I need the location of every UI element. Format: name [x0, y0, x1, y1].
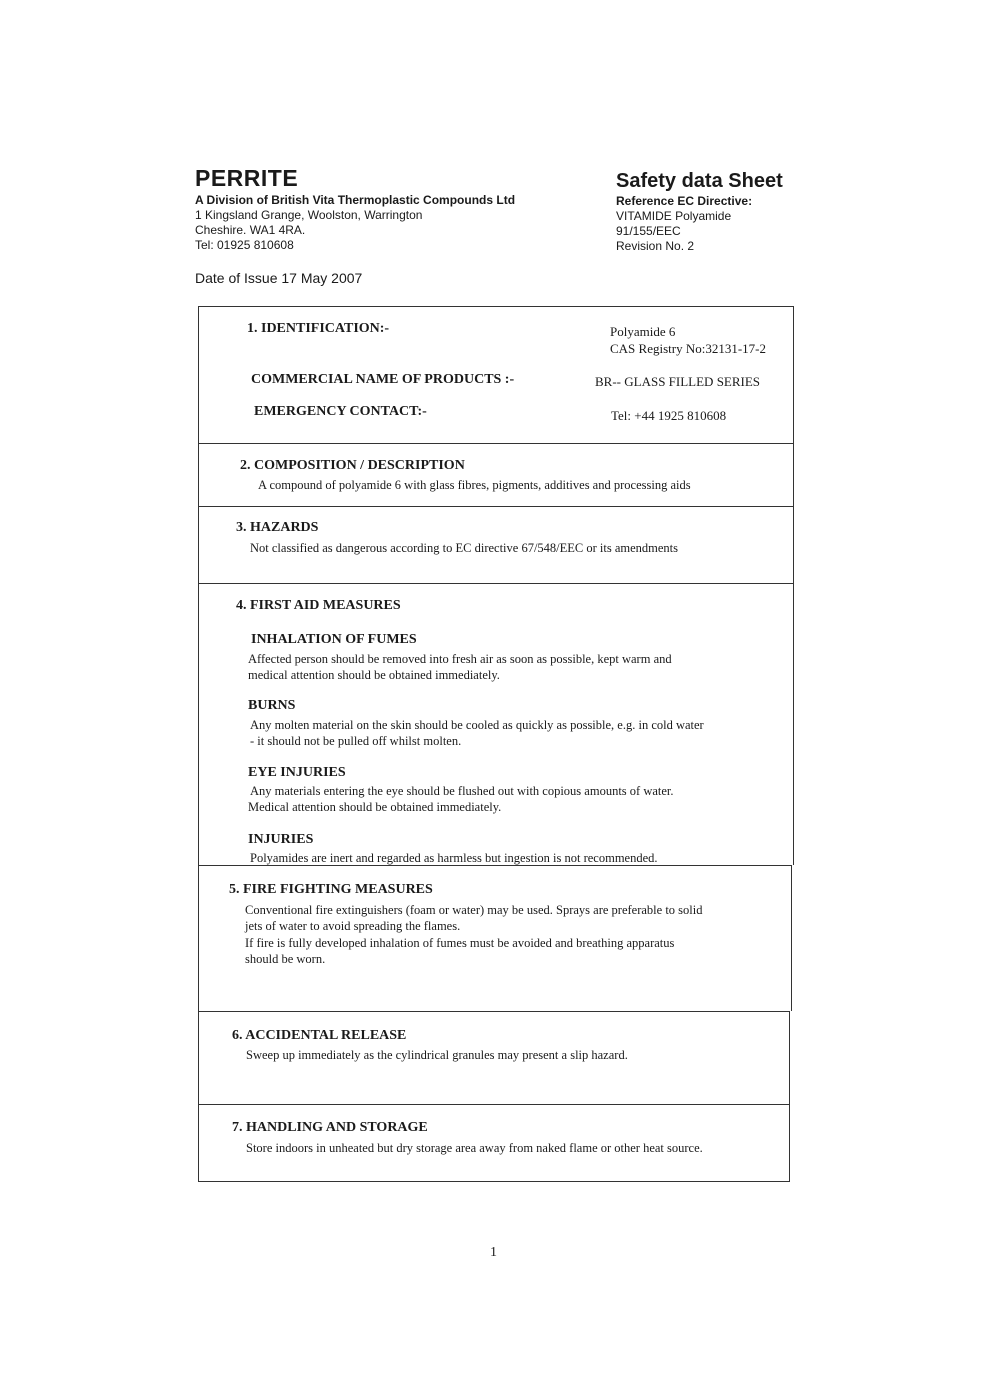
- subsection-text: Any molten material on the skin should be cooled as quickly as possible, e.g. in cold water: [250, 718, 704, 732]
- section-text: jets of water to avoid spreading the flames.: [245, 919, 461, 933]
- section-accidental-release: [198, 1011, 790, 1104]
- section-identification: [198, 306, 794, 443]
- section-text: A compound of polyamide 6 with glass fibres, pigments, additives and processing aids: [258, 478, 691, 492]
- polyamide-type: Polyamide 6: [610, 324, 676, 339]
- section-text: Not classified as dangerous according to EC directive 67/548/EEC or its amendments: [250, 541, 679, 555]
- subsection-text: medical attention should be obtained immediately.: [248, 668, 500, 682]
- subsection-title: INJURIES: [248, 832, 314, 847]
- section-title: 6. ACCIDENTAL RELEASE: [232, 1028, 407, 1043]
- company-tel: Tel: 01925 810608: [195, 238, 294, 252]
- section-title: 4. FIRST AID MEASURES: [236, 598, 401, 613]
- company-name: PERRITE: [195, 165, 299, 191]
- sheet-title: Safety data Sheet: [616, 170, 783, 192]
- reference-block: [616, 194, 752, 254]
- address-line-1: 1 Kingsland Grange, Woolston, Warrington: [195, 208, 423, 222]
- company-division: A Division of British Vita Thermoplastic Compounds Ltd: [195, 193, 516, 207]
- subsection-text: Polyamides are inert and regarded as harmless but ingestion is not recommended.: [250, 851, 658, 865]
- address-line-2: Cheshire. WA1 4RA.: [195, 223, 306, 237]
- section-text: should be worn.: [245, 952, 326, 966]
- section-text: Sweep up immediately as the cylindrical granules may present a slip hazard.: [246, 1048, 628, 1062]
- subsection-text: Affected person should be removed into fresh air as soon as possible, kept warm and: [248, 652, 672, 666]
- section-title: 1. IDENTIFICATION:-: [247, 321, 390, 336]
- subsection-text: Any materials entering the eye should be flushed out with copious amounts of water.: [250, 784, 674, 798]
- company-address-block: [195, 193, 515, 253]
- section-text: If fire is fully developed inhalation of fumes must be avoided and breathing apparatus: [245, 936, 675, 950]
- section-text: Store indoors in unheated but dry storage area away from naked flame or other heat source.: [246, 1141, 703, 1155]
- section-title: 5. FIRE FIGHTING MEASURES: [229, 882, 433, 897]
- section-first-aid: [198, 583, 794, 865]
- section-composition: [198, 443, 794, 506]
- section-text: Conventional fire extinguishers (foam or water) may be used. Sprays are preferable to solid: [245, 903, 703, 917]
- subsection-text: Medical attention should be obtained immediately.: [248, 800, 502, 814]
- section-title: 7. HANDLING AND STORAGE: [232, 1120, 428, 1135]
- commercial-name-label: COMMERCIAL NAME OF PRODUCTS :-: [251, 372, 515, 387]
- emergency-contact-label: EMERGENCY CONTACT:-: [254, 404, 427, 419]
- subsection-title: EYE INJURIES: [248, 765, 346, 780]
- revision-number: Revision No. 2: [616, 239, 695, 253]
- section-hazards: [198, 506, 794, 583]
- section-title: 3. HAZARDS: [236, 520, 319, 535]
- section-fire-fighting: [198, 865, 792, 1011]
- directive-number: 91/155/EEC: [616, 224, 681, 238]
- cas-registry: CAS Registry No:32131-17-2: [610, 341, 766, 356]
- product-name: VITAMIDE Polyamide: [616, 209, 732, 223]
- section-title: 2. COMPOSITION / DESCRIPTION: [240, 458, 465, 473]
- page-number: 1: [490, 1245, 497, 1260]
- reference-label: Reference EC Directive:: [616, 194, 753, 208]
- section-handling-storage: [198, 1104, 790, 1182]
- emergency-contact-value: Tel: +44 1925 810608: [611, 408, 727, 423]
- subsection-title: INHALATION OF FUMES: [251, 632, 417, 647]
- commercial-name-value: BR-- GLASS FILLED SERIES: [595, 374, 761, 389]
- subsection-title: BURNS: [248, 698, 296, 713]
- subsection-text: - it should not be pulled off whilst molten.: [250, 734, 462, 748]
- issue-date: Date of Issue 17 May 2007: [195, 270, 363, 286]
